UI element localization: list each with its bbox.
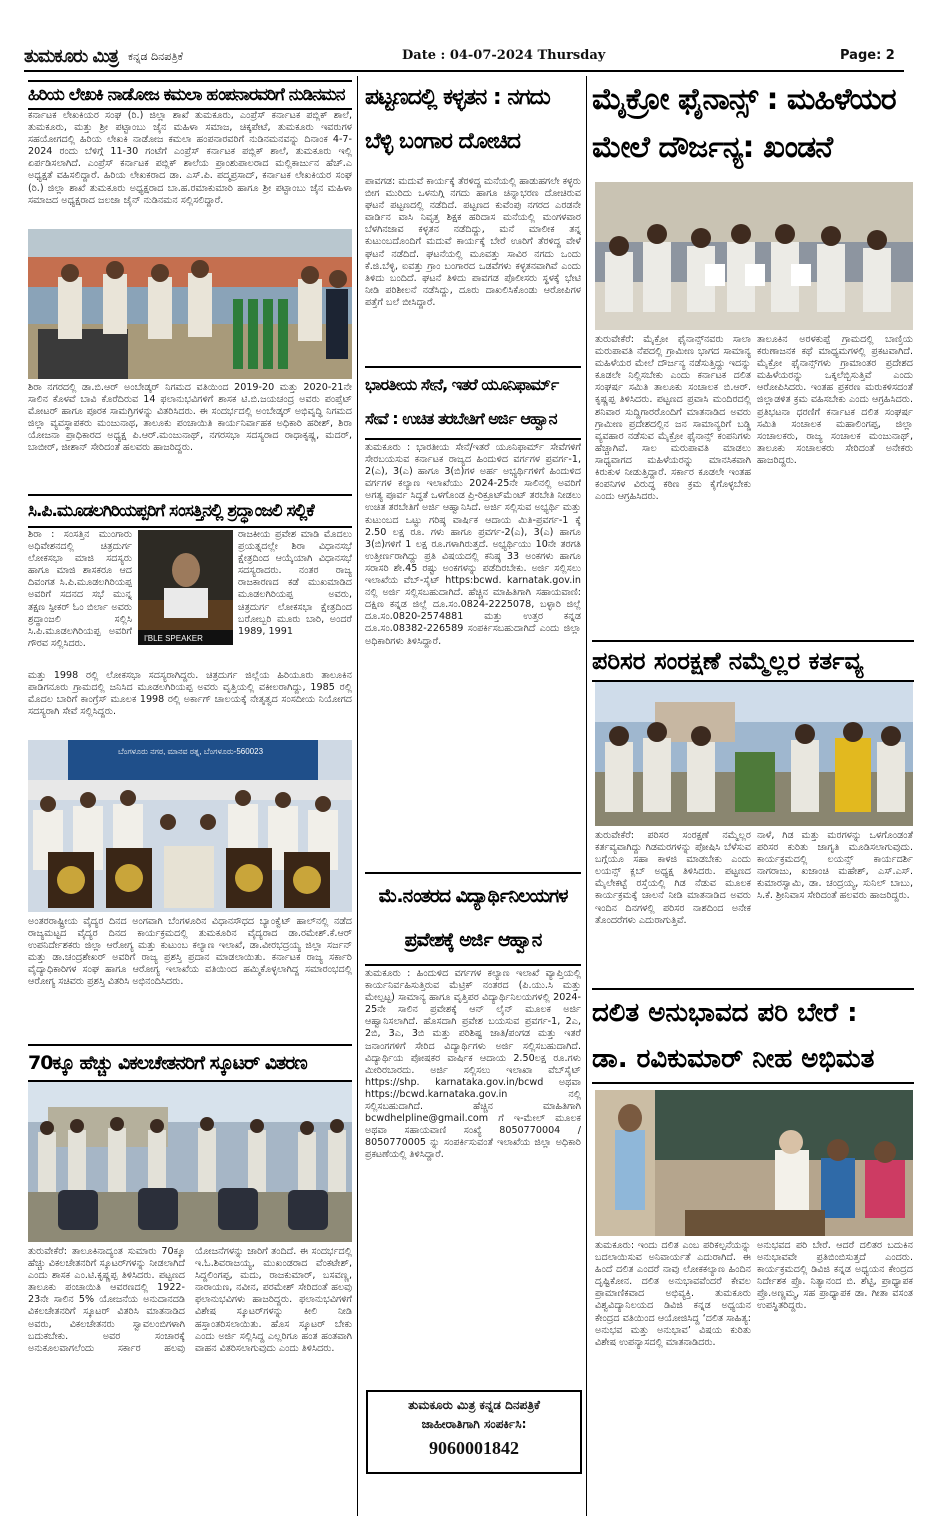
microfinance-headline: ಮೈಕ್ರೋ ಫೈನಾನ್ಸ್ : ಮಹಿಳೆಯರ ಮೇಲೆ ದೌರ್ಜನ್ಯ: ಖಂಡನೆ xyxy=(592,82,896,165)
newspaper-subtitle: ಕನ್ನಡ ದಿನಪತ್ರಿಕೆ xyxy=(128,50,184,63)
ad-box xyxy=(366,1390,582,1474)
newspaper-logo: ತುಮಕೂರು ಮಿತ್ರ xyxy=(24,46,118,67)
awards-photo xyxy=(28,740,352,912)
army-body: ತುಮಕೂರು : ಭಾರತೀಯ ಸೇನೆ/ಇತರೆ ಯೂನಿಫಾರ್ಮ್ ಸೇವೆಗಳಿಗೆ ಸೇರಬಯಸುವ ಕರ್ನಾಟಕ ರಾಜ್ಯದ ಹಿಂದುಳಿದ ವರ್ಗಗಳ ಪ್ರವರ್ಗ-1, 2(ಎ), 3(ಎ) ಹಾಗೂ 3(ಬಿ)ಗಳ ಅರ್ಹ ಅಭ್ಯರ್ಥಿಗಳಿಗೆ ಹಿಂದುಳಿದ ವರ್ಗಗಳ ಕಲ್ಯಾಣ ಇಲಾಖೆಯು 2024-25ನೇ ಸಾಲಿನಲ್ಲಿ ಅವರಿಗೆ ಅಗತ್ಯ ಪೂರ್ವ ಸಿದ್ಧತೆ ಒಳಗೊಂಡ ಪ್ರಿ-ರಿಕ್ರೂಟ್‌ಮೆಂಟ್ ತರಬೇತಿ ನೀಡಲು ಉಚಿತ ತರಬೇತಿಗೆ ಅರ್ಜಿ ಆಹ್ವಾನಿಸಿದೆ. ಅರ್ಜಿ ಸಲ್ಲಿಸುವ ಅಭ್ಯರ್ಥಿ ಮತ್ತು ಕುಟುಂಬದ ಒಟ್ಟು ಗರಿಷ್ಠ ವಾರ್ಷಿಕ ಆದಾಯ ಮಿತಿ-ಪ್ರವರ್ಗ-1 ಕ್ಕೆ 2.50 ಲಕ್ಷ ರೂ. ಗಳು ಹಾಗೂ ಪ್ರವರ್ಗ-2(ಎ), 3(ಎ) ಹಾಗೂ 3(ಬಿ)ಗಳಿಗೆ 1 ಲಕ್ಷ ರೂ.ಗಳಾಗಿರುತ್ತದೆ. ಅಭ್ಯರ್ಥಿಯು 10ನೇ ತರಗತಿ ಉತ್ತೀರ್ಣರಾಗಿದ್ದು ಪ್ರತಿ ವಿಷಯದಲ್ಲಿ ಕನಿಷ್ಠ 33 ಅಂಕಗಳು ಹಾಗೂ ಸರಾಸರಿ ಶೇ.45 ರಷ್ಟು ಅಂಕಗಳನ್ನು ಪಡೆದಿರಬೇಕು. ಅರ್ಜಿ ಸಲ್ಲಿಸಲು ಇಲಾಖೆಯ ವೆಬ್-ಸೈಟ್ https:bcwd. karnatak.gov.in ನಲ್ಲಿ ಅರ್ಜಿ ಸಲ್ಲಿಸಬಹುದಾಗಿದೆ. ಹೆಚ್ಚಿನ ಮಾಹಿತಿಗಾಗಿ ಸಹಾಯವಾಣಿ: ದಕ್ಷಿಣ ಕನ್ನಡ ಜಿಲ್ಲೆ ದೂ.ಸಂ.0824-2225078, ಬಳ್ಳಾರಿ ಜಿಲ್ಲೆ ದೂ.ಸಂ.0820-2574881 ಮತ್ತು ಉತ್ತರ ಕನ್ನಡ ದೂ.ಸಂ.08382-226589 ಸಂಪರ್ಕಿಸಬಹುದಾಗಿದೆ ಎಂದು ಜಿಲ್ಲಾ ಅಧಿಕಾರಿಗಳು ತಿಳಿಸಿದ್ದಾರೆ. xyxy=(365,442,581,647)
environment-headline: ಪರಿಸರ ಸಂರಕ್ಷಣೆ ನಮ್ಮೆಲ್ಲರ ಕರ್ತವ್ಯ xyxy=(592,640,914,682)
masthead-rule xyxy=(24,70,904,72)
page-number: Page: 2 xyxy=(840,48,895,63)
dalit-col2: ಅನುಭವದ ಪರಿ ಬೇರೆ. ಆದರೆ ದಲಿತರ ಬದುಕಿನ ಅನುಭಾವವೇ ಪ್ರತಿಬಿಂಬಿಸುತ್ತದೆ ಎಂದರು. ಕಾರ್ಯಕ್ರಮದಲ್ಲಿ ಡಿವಿಜಿ ಕನ್ನಡ ಅಧ್ಯಯನ ಕೇಂದ್ರದ ನಿರ್ದೇಶಕ ಪ್ರೊ. ನಿತ್ಯಾನಂದ ಬಿ. ಶೆಟ್ಟಿ, ಪ್ರಾಧ್ಯಾಪಕ ಪ್ರೊ.ಅಣ್ಣಮ್ಮ, ಸಹ ಪ್ರಾಧ್ಯಾಪಕ ಡಾ. ಗೀತಾ ವಸಂತ ಉಪಸ್ಥಿತರಿದ್ದರು. xyxy=(757,1240,913,1312)
mudalagiriyappa-col2: ರಾಜಕೀಯ ಪ್ರವೇಶ ಮಾಡಿ ಮೊದಲು ಪ್ರಯತ್ನದಲ್ಲೇ ಶಿರಾ ವಿಧಾನಸಭೆ ಕ್ಷೇತ್ರದಿಂದ ಆಯ್ಕೆಯಾಗಿ ವಿಧಾನಸಭೆ ಸದಸ್ಯರಾದರು. ನಂತರ ರಾಜ್ಯ ರಾಜಕಾರಣದ ಕಡೆ ಮುಖಮಾಡಿದ ಮೂಡಲಗಿರಿಯಪ್ಪ ಅವರು, ಚಿತ್ರದುರ್ಗ ಲೋಕಸಭಾ ಕ್ಷೇತ್ರದಿಂದ ಬರೋಬ್ಬರಿ ಮೂರು ಬಾರಿ, ಅಂದರೆ 1989, 1991 xyxy=(238,529,352,637)
scooter-headline: 70ಕ್ಕೂ ಹೆಚ್ಚು ವಿಕಲಚೇತನರಿಗೆ ಸ್ಕೂಟರ್ ವಿತರಣ xyxy=(28,1044,352,1082)
ceremony-photo xyxy=(28,229,352,379)
protest-photo xyxy=(595,182,913,330)
scooter-body: ತುರುವೇಕೆರೆ: ತಾಲೂಕಿನಾದ್ಯಂತ ಸುಮಾರು 70ಕ್ಕೂ ಹೆಚ್ಚು ವಿಕಲಚೇತನರಿಗೆ ಸ್ಕೂಟರ್‌ಗಳನ್ನು ನೀಡಲಾಗಿದೆ ಎಂದು ಶಾಸಕ ಎಂ.ಟಿ.ಕೃಷ್ಣಪ್ಪ ತಿಳಿಸಿದರು. ಪಟ್ಟಣದ ತಾಲೂಕು ಪಂಚಾಯಿತಿ ಆವರಣದಲ್ಲಿ 1922-23ನೇ ಸಾಲಿನ 5% ಯೋಜನೆಯ ಅನುದಾನದಡಿ ವಿಕಲಚೇತನರಿಗೆ ಸ್ಕೂಟರ್ ವಿತರಿಸಿ ಮಾತನಾಡಿದ ಅವರು, ವಿಕಲಚೇತನರು ಸ್ವಾವಲಂಬಿಗಳಾಗಿ ಬದುಕಬೇಕು. ಅವರ ಸಂಚಾರಕ್ಕೆ ಅನುಕೂಲವಾಗಲೆಂದು ಸರ್ಕಾರ ಹಲವು ಯೋಜನೆಗಳನ್ನು ಜಾರಿಗೆ ತಂದಿದೆ. ಈ ಸಂದರ್ಭದಲ್ಲಿ ಇ.ಓ.ಶಿವರಾಜಯ್ಯ, ಮುಖಂಡರಾದ ವೆಂಕಟೇಶ್, ಸಿದ್ದಲಿಂಗಪ್ಪ, ಮದು, ರಾಜಕುಮಾರ್, ಬಸವಣ್ಣ, ನಾರಾಯಣ, ನವೀನ, ಪರಮೇಶ್ ಸೇರಿದಂತೆ ಹಲವು ಫಲಾನುಭವಿಗಳು ಹಾಜರಿದ್ದರು. ಫಲಾನುಭವಿಗಳಿಗೆ ವಿಶೇಷ ಸ್ಕೂಟರ್‌ಗಳನ್ನು ಕೀಲಿ ನೀಡಿ ಹಸ್ತಾಂತರಿಸಲಾಯಿತು. ಹೊಸ ಸ್ಕೂಟರ್ ಬೇಕು ಎಂದು ಅರ್ಜಿ ಸಲ್ಲಿಸಿದ್ದ ಎಲ್ಲರಿಗೂ ಹಂತ ಹಂತವಾಗಿ ವಾಹನ ವಿತರಿಸಲಾಗುವುದು ಎಂದು ತಿಳಿಸಿದರು. xyxy=(28,1246,352,1354)
column-divider-right xyxy=(586,76,587,1516)
theft-body: ಪಾವಗಡ: ಮದುವೆ ಕಾರ್ಯಕ್ಕೆ ತೆರಳಿದ್ದ ಮನೆಯಲ್ಲಿ ಹಾಡುಹಗಲೇ ಕಳ್ಳರು ಬೀಗ ಮುರಿದು ಒಳನುಗ್ಗಿ ನಗದು ಹಾಗೂ ಚಿನ್ನಾಭರಣ ದೋಚಿರುವ ಘಟನೆ ಪಟ್ಟಣದಲ್ಲಿ ನಡೆದಿದೆ. ಪಟ್ಟಣದ ಕುವೆಂಪು ನಗರದ ಎರಡನೇ ವಾರ್ಡಿನ ವಾಸಿ ನಿವೃತ್ತ ಶಿಕ್ಷಕ ಹರಿದಾಸ ಮನೆಯಲ್ಲಿ ಮಂಗಳವಾರ ಬೆಳಗಿನಜಾವ ಕಳ್ಳತನ ನಡೆದಿದ್ದು, ಮನೆ ಮಾಲೀಕ ತನ್ನ ಕುಟುಂಬದೊಂದಿಗೆ ಮದುವೆ ಕಾರ್ಯಕ್ಕೆ ಬೇರೆ ಊರಿಗೆ ತೆರಳಿದ್ದ ವೇಳೆ ಘಟನೆ ನಡೆದಿದೆ. ಘಟನೆಯಲ್ಲಿ ಮೂವತ್ತು ಸಾವಿರ ನಗದು ಒಂದು ಕೆ.ಜಿ.ಬೆಳ್ಳಿ, ಐವತ್ತು ಗ್ರಾಂ ಬಂಗಾರದ ಒಡವೆಗಳು ಕಳ್ಳತನವಾಗಿವೆ ಎಂದು ತಿಳಿದು ಬಂದಿದೆ. ಘಟನೆ ತಿಳಿದು ಪಾವಗಡ ಪೊಲೀಸರು ಸ್ಥಳಕ್ಕೆ ಭೇಟಿ ನೀಡಿ ಪರಿಶೀಲನೆ ನಡೆಸಿದ್ದು, ದೂರು ದಾಖಲಿಸಿಕೊಂಡು ಆರೋಪಿಗಳ ಪತ್ತೆಗೆ ಬಲೆ ಬೀಸಿದ್ದಾರೆ. xyxy=(365,176,581,308)
dalit-col1: ತುಮಕೂರು: ಇಂದು ದಲಿತ ಎಂಬ ಪರಿಕಲ್ಪನೆಯನ್ನು ಬದಲಾಯಿಸುವ ಅನಿವಾರ್ಯತೆ ಎದುರಾಗಿದೆ. ಈ ಹಿಂದೆ ದಲಿತ ಎಂದರೆ ನಾವು ಲೋಕಕಲ್ಯಾಣ ಹಿಂದಿನ ದೃಷ್ಟಿಕೋನ. ದಲಿತ ಅನುಭಾವವೆಂದರೆ ಕೇವಲ ಪ್ರಾಮಾಣಿಕವಾದ ಅಭಿವ್ಯಕ್ತಿ. ತುಮಕೂರು ವಿಶ್ವವಿದ್ಯಾನಿಲಯದ ಡಿವಿಜಿ ಕನ್ನಡ ಅಧ್ಯಯನ ಕೇಂದ್ರದ ವತಿಯಿಂದ ಆಯೋಜಿಸಿದ್ದ ‘ದಲಿತ ಸಾಹಿತ್ಯ: ಅನುಭವ ಮತ್ತು ಅನುಭಾವ’ ವಿಷಯ ಕುರಿತು ವಿಶೇಷ ಉಪನ್ಯಾಸದಲ್ಲಿ ಮಾತನಾಡಿದರು. xyxy=(595,1240,751,1348)
environment-col2: ನಾಳೆ, ಗಿಡ ಮತ್ತು ಮರಗಳನ್ನು ಒಳಗೊಂಡಂತೆ ಪರಿಸರ ಕುರಿತು ಜಾಗೃತಿ ಮೂಡಿಸಲಾಗುವುದು. ಕಾರ್ಯಕ್ರಮದಲ್ಲಿ ಲಯನ್ಸ್ ಕಾರ್ಯದರ್ಶಿ ನಾಗರಾಜು, ಖಜಾಂಚಿ ಮಹೇಶ್, ಎಸ್.ಎಸ್. ಕುಮಾರಸ್ವಾಮಿ, ಡಾ. ಚಂದ್ರಯ್ಯ, ಸುನಿಲ್ ಬಾಬು, ಸಿ.ಕೆ. ಶ್ರೀನಿವಾಸ ಸೇರಿದಂತೆ ಹಲವರು ಹಾಜರಿದ್ದರು. xyxy=(757,830,913,902)
kamala-headline: ಹಿರಿಯ ಲೇಖಕಿ ನಾಡೋಜ ಕಮಲಾ ಹಂಪನಾರವರಿಗೆ ನುಡಿನಮನ xyxy=(28,80,352,110)
column-divider-left xyxy=(357,76,358,1516)
speaker-photo xyxy=(138,530,233,645)
army-headline: ಭಾರತೀಯ ಸೇನೆ, ಇತರೆ ಯೂನಿಫಾರ್ಮ್ ಸೇವೆ : ಉಚಿತ ತರಬೇತಿಗೆ ಅರ್ಜಿ ಆಹ್ವಾನ xyxy=(365,366,581,440)
hostel-body: ತುಮಕೂರು : ಹಿಂದುಳಿದ ವರ್ಗಗಳ ಕಲ್ಯಾಣ ಇಲಾಖೆ ವ್ಯಾಪ್ತಿಯಲ್ಲಿ ಕಾರ್ಯನಿರ್ವಹಿಸುತ್ತಿರುವ ಮೆಟ್ರಿಕ್ ನಂತರದ (ಪಿ.ಯು.ಸಿ ಮತ್ತು ಮೇಲ್ಪಟ್ಟ) ಸಾಮಾನ್ಯ ಹಾಗೂ ವೃತ್ತಿಪರ ವಿದ್ಯಾರ್ಥಿನಿಲಯಗಳಲ್ಲಿ 2024-25ನೇ ಸಾಲಿನ ಪ್ರವೇಶಕ್ಕೆ ಆನ್ ಲೈನ್ ಮೂಲಕ ಅರ್ಜಿ ಆಹ್ವಾನಿಸಲಾಗಿದೆ. ಹೊಸದಾಗಿ ಪ್ರವೇಶ ಬಯಸುವ ಪ್ರವರ್ಗ-1, 2ಎ, 2ಬಿ, 3ಎ, 3ಬಿ ಮತ್ತು ಪರಿಶಿಷ್ಟ ಜಾತಿ/ಪಂಗಡ ಮತ್ತು ಇತರೆ ಜನಾಂಗಗಳಿಗೆ ಸೇರಿದ ವಿದ್ಯಾರ್ಥಿಗಳು ಅರ್ಜಿ ಸಲ್ಲಿಸಬಹುದಾಗಿದೆ. ವಿದ್ಯಾರ್ಥಿಯ ಪೋಷಕರ ವಾರ್ಷಿಕ ಆದಾಯ 2.50ಲಕ್ಷ ರೂ.ಗಳು ಮೀರಿರಬಾರದು. ಅರ್ಜಿ ಸಲ್ಲಿಸಲು ಇಲಾಖಾ ವೆಬ್‌ಸೈಟ್ https://shp. karnataka.gov.in/bcwd ಅಥವಾ https://bcwd.karnataka.gov.in ನಲ್ಲಿ ಸಲ್ಲಿಸಬಹುದಾಗಿದೆ. ಹೆಚ್ಚಿನ ಮಾಹಿತಿಗಾಗಿ bcwdhelpline@gmail.com ಗೆ ಇ-ಮೇಲ್ ಮೂಲಕ ಅಥವಾ ಸಹಾಯವಾಣಿ ಸಂಖ್ಯೆ 8050770004 / 8050770005 ನ್ನು ಸಂಪರ್ಕಿಸುವಂತೆ ಇಲಾಖೆಯ ಜಿಲ್ಲಾ ಅಧಿಕಾರಿ ಪ್ರಕಟಣೆಯಲ್ಲಿ ತಿಳಿಸಿದ್ದಾರೆ. xyxy=(365,968,581,1161)
dalit-headline-2: ಡಾ. ರವಿಕುಮಾರ್ ನೀಹ ಅಭಿಮತ xyxy=(592,1036,914,1084)
mudalagiriyappa-wide: ಮತ್ತು 1998 ರಲ್ಲಿ ಲೋಕಸಭಾ ಸದಸ್ಯರಾಗಿದ್ದರು. ಚಿತ್ರದುರ್ಗ ಜಿಲ್ಲೆಯ ಹಿರಿಯೂರು ತಾಲೂಕಿನ ಪಾಡಿಗನೂರು ಗ್ರಾಮದಲ್ಲಿ ಜನಿಸಿದ ಮೂಡಲಗಿರಿಯಪ್ಪ ಅವರು ವೃತ್ತಿಯಲ್ಲಿ ವಕೀಲರಾಗಿದ್ದು, 1985 ರಲ್ಲಿ ಮೊದಲ ಬಾರಿಗೆ ಕಾಂಗ್ರೆಸ್ ಮೂಲಕ 1998 ರಲ್ಲಿ ಅರ್ಕಾಗ್ ಚಾಲಯಕ್ಕೆ ನೇತೃತ್ವದ ಸಂಸದೀಯ ನಿಯೋಗದ ಸದಸ್ಯರಾಗಿ ಸೇವೆ ಸಲ್ಲಿಸಿದ್ದರು. xyxy=(28,670,352,718)
hostel-headline: ಮೆ.ನಂತರದ ವಿದ್ಯಾರ್ಥಿನಿಲಯಗಳ ಪ್ರವೇಶಕ್ಕೆ ಅರ್ಜಿ ಆಹ್ವಾನ xyxy=(365,872,581,966)
microfinance-col2: ತಾಲೂಕಿನ ಅರಳಕುಪ್ಪೆ ಗ್ರಾಮದಲ್ಲಿ ಬಾಣ್ತಿಯ ಕರುಣಾಜನಕ ಕಥೆ ಮಾಧ್ಯಮಗಳಲ್ಲಿ ಪ್ರಕಟವಾಗಿದೆ. ಮೈಕ್ರೋ ಫೈನಾನ್ಸ್‌ಗಳು ಗ್ರಾಮಾಂತರ ಪ್ರದೇಶದ ಮಹಿಳೆಯರನ್ನು ಒಕ್ಕಲೆಬ್ಬಿಸುತ್ತಿವೆ ಎಂದು ಆರೋಪಿಸಿದರು. ಇಂತಹ ಪ್ರಕರಣ ಮರುಕಳಿಸದಂತೆ ಜಿಲ್ಲಾಡಳಿತ ಕ್ರಮ ವಹಿಸಬೇಕು ಎಂದು ಆಗ್ರಹಿಸಿದರು. ಪ್ರತಿಭಟನಾ ಧರಣಿಗೆ ಕರ್ನಾಟಕ ದಲಿತ ಸಂಘರ್ಷ ಸಮಿತಿ ಸಂಚಾಲಕ ಮಹಾಲಿಂಗಪ್ಪ, ಜಿಲ್ಲಾ ಸಂಚಾಲಕರು, ರಾಜ್ಯ ಸಂಚಾಲಕ ಮಂಜುನಾಥ್, ತಾಲೂಕು ಸಂಚಾಲಕರು ಸೇರಿದಂತೆ ಅನೇಕರು ಹಾಜರಿದ್ದರು. xyxy=(757,334,913,466)
issue-date: Date : 04-07-2024 Thursday xyxy=(402,48,606,63)
ambedkar-body: ಶಿರಾ ನಗರದಲ್ಲಿ ಡಾ.ಬಿ.ಆರ್ ಅಂಬೇಡ್ಕರ್ ನಿಗಮದ ವತಿಯಿಂದ 2019-20 ಮತ್ತು 2020-21ನೇ ಸಾಲಿನ ಕೊಳವೆ ಬಾವಿ ಕೊರೆದಿರುವ 14 ಫಲಾನುಭವಿಗಳಿಗೆ ಶಾಸಕ ಟಿ.ಬಿ.ಜಯಚಂದ್ರ ಅವರು ಪಂಪ್ಸೆಟ್ ಮೋಟರ್ ಹಾಗೂ ಪೂರಕ ಸಾಮಗ್ರಿಗಳನ್ನು ವಿತರಿಸಿದರು. ಈ ಸಂದರ್ಭದಲ್ಲಿ ಅಂಬೇಡ್ಕರ್ ಅಭಿವೃದ್ಧಿ ನಿಗಮದ ಜಿಲ್ಲಾ ವ್ಯವಸ್ಥಾಪಕರು ಮಂಜುನಾಥ, ತಾಲೂಕು ಪಂಚಾಯಿತಿ ಕಾರ್ಯನಿರ್ವಾಹಕ ಅಧಿಕಾರಿ ಹರೀಶ್, ಶಿರಾ ಯೋಜನಾ ಪ್ರಾಧಿಕಾರದ ಅಧ್ಯಕ್ಷ ಪಿ.ಆರ್.ಮಂಜುನಾಥ್, ನಗರಸಭಾ ಸದಸ್ಯರಾದ ರಾಧಾಕೃಷ್ಣ, ಮದರ್, ಬಾಬೀರ್, ಜೀಶಾನ್ ಸೇರಿದಂತೆ ಹಲವರು ಹಾಜರಿದ್ದರು. xyxy=(28,382,352,454)
dalit-headline-1: ದಲಿತ ಅನುಭಾವದ ಪರಿ ಬೇರೆ : xyxy=(592,988,914,1036)
environment-col1: ತುರುವೇಕೆರೆ: ಪರಿಸರ ಸಂರಕ್ಷಣೆ ನಮ್ಮೆಲ್ಲರ ಕರ್ತವ್ಯವಾಗಿದ್ದು ಗಿಡಮರಗಳನ್ನು ಪೋಷಿಸಿ ಬೆಳೆಸುವ ಬಗ್ಗೆಯೂ ಸಹಾ ಕಾಳಜಿ ಮಾಡಬೇಕು ಎಂದು ಲಯನ್ಸ್ ಕ್ಲಬ್ ಅಧ್ಯಕ್ಷ ತಿಳಿಸಿದರು. ಪಟ್ಟಣದ ಮೈಲೇಕಟ್ಟೆ ರಸ್ತೆಯಲ್ಲಿ ಗಿಡ ನೆಡುವ ಮೂಲಕ ಕಾರ್ಯಕ್ರಮಕ್ಕೆ ಚಾಲನೆ ನೀಡಿ ಮಾತನಾಡಿದ ಅವರು ಇಂದಿನ ದಿನಗಳಲ್ಲಿ ಪರಿಸರ ನಾಶದಿಂದ ಅನೇಕ ತೊಂದರೆಗಳು ಎದುರಾಗುತ್ತಿವೆ. xyxy=(595,830,751,926)
theft-headline: ಪಟ್ಟಣದಲ್ಲಿ ಕಳ್ಳತನ : ನಗದು ಬೆಳ್ಳಿ ಬಂಗಾರ ದೋಚಿದ xyxy=(365,85,550,154)
ad-phone: 9060001842 xyxy=(429,1438,519,1458)
kamala-body: ಕರ್ನಾಟಕ ಲೇಖಕಿಯರ ಸಂಘ (ರಿ.) ಜಿಲ್ಲಾ ಶಾಖೆ ತುಮಕೂರು, ಎಂಪ್ರೆಸ್ ಕರ್ನಾಟಕ ಪಬ್ಲಿಕ್ ಶಾಲೆ, ತುಮಕೂರು, ಮತ್ತು ಶ್ರೀ ಪಟ್ಟಾಂಬು ಜೈನ ಮಹಿಳಾ ಸಮಾಜ, ಚಿಕ್ಕಪೇಟೆ, ತುಮಕೂರು ಇವರುಗಳ ಸಹಯೋಗದಲ್ಲಿ ಹಿರಿಯ ಲೇಖಕಿ ನಾಡೋಜ ಕಮಲಾ ಹಂಪನಾರವರಿಗೆ ನುಡಿನಮನವನ್ನು ದಿನಾಂಕ 4-7-2024 ರಂದು ಬೆಳಿಗ್ಗೆ 11-30 ಗಂಟೆಗೆ ಎಂಪ್ರೆಸ್ ಕರ್ನಾಟಕ ಪಬ್ಲಿಕ್ ಶಾಲೆ, ತುಮಕೂರು ಇಲ್ಲಿ ಏರ್ಪಡಿಸಲಾಗಿದೆ. ಎಂಪ್ರೆಸ್ ಕರ್ನಾಟಕ ಪಬ್ಲಿಕ್ ಶಾಲೆಯ ಪ್ರಾಂಶುಪಾಲರಾದ ಮಲ್ಲಿಕಾರ್ಜುನ ಹೆಚ್.ಎ ಅಧ್ಯಕ್ಷತೆ ವಹಿಸಲಿದ್ದಾರೆ. ಹಿರಿಯ ಲೇಖಕರಾದ ಡಾ. ಎಸ್.ಪಿ. ಪದ್ಮಪ್ರಸಾದ್, ಕರ್ನಾಟಕ ಲೇಖಕಿಯರ ಸಂಘ (ರಿ.) ಜಿಲ್ಲಾ ಶಾಖೆ ತುಮಕೂರು ಅಧ್ಯಕ್ಷರಾದ ಬಾ.ಹ.ರಮಾಕುಮಾರಿ ಹಾಗೂ ಶ್ರೀ ಪಟ್ಟಾಂಬು ಜೈನ ಮಹಿಳಾ ಸಮಾಜದ ಅಧ್ಯಕ್ಷರಾದ ಜಲಜಾ ಜೈನ್ ನುಡಿನಮನ ಸಲ್ಲಿಸಲಿದ್ದಾರೆ. xyxy=(28,110,352,206)
mudalagiriyappa-headline: ಸಿ.ಪಿ.ಮೂಡಲಗಿರಿಯಪ್ಪರಿಗೆ ಸಂಸತ್ತಿನಲ್ಲಿ ಶ್ರದ್ಧಾಂಜಲಿ ಸಲ್ಲಿಕೆ xyxy=(28,494,352,528)
masthead xyxy=(0,0,945,72)
awards-banner: ಬೆಂಗಳೂರು ನಗರ, ಮಾನವ ರತ್ನ, ಬೆಂಗಳೂರು-560023 xyxy=(118,747,264,756)
speaker-caption: I'BLE SPEAKER xyxy=(144,634,203,643)
awards-body: ಅಂತರರಾಷ್ಟ್ರೀಯ ವೈದ್ಯರ ದಿನದ ಅಂಗವಾಗಿ ಬೆಂಗಳೂರಿನ ವಿಧಾನಸೌಧದ ಬ್ಯಾಂಕ್ವೆಟ್ ಹಾಲ್‌ನಲ್ಲಿ ನಡೆದ ರಾಜ್ಯಮಟ್ಟದ ವೈದ್ಯರ ದಿನದ ಕಾರ್ಯಕ್ರಮದಲ್ಲಿ ತುಮಕೂರಿನ ವೈದ್ಯರಾದ ಡಾ.ರಮೇಶ್.ಕೆ.ಆರ್ ಉಪನಿರ್ದೇಶಕರು ಜಿಲ್ಲಾ ಆರೋಗ್ಯ ಮತ್ತು ಕುಟುಂಬ ಕಲ್ಯಾಣ ಇಲಾಖೆ, ಡಾ.ವೀರಭದ್ರಯ್ಯ ಜಿಲ್ಲಾ ಸರ್ಜನ್ ಮತ್ತು ಡಾ.ಚಂದ್ರಶೇಖರ್ ಅವರಿಗೆ ರಾಜ್ಯ ಪ್ರಶಸ್ತಿ ಪ್ರದಾನ ಮಾಡಲಾಯಿತು. ಕರ್ನಾಟಕ ರಾಜ್ಯ ಸರ್ಕಾರಿ ವೈದ್ಯಾಧಿಕಾರಿಗಳ ಸಂಘ ಹಾಗೂ ಆರೋಗ್ಯ ಇಲಾಖೆಯ ವತಿಯಿಂದ ಹಮ್ಮಿಕೊಳ್ಳಲಾಗಿದ್ದ ಸಮಾರಂಭದಲ್ಲಿ ಆರೋಗ್ಯ ಸಚಿವರು ಪ್ರಶಸ್ತಿ ವಿತರಿಸಿ ಅಭಿನಂದಿಸಿದರು. xyxy=(28,916,352,988)
ad-line1: ತುಮಕೂರು ಮಿತ್ರ ಕನ್ನಡ ದಿನಪತ್ರಿಕೆ xyxy=(408,1398,540,1412)
planting-photo xyxy=(595,682,913,826)
microfinance-col1: ತುರುವೇಕೆರೆ: ಮೈಕ್ರೋ ಫೈನಾನ್ಸ್‌ನವರು ಸಾಲಾ ಮರುಪಾವತಿ ನೆಪದಲ್ಲಿ ಗ್ರಾಮೀಣ ಭಾಗದ ಸಾಮಾನ್ಯ ಮಹಿಳೆಯರ ಮೇಲೆ ದೌರ್ಜನ್ಯ ನಡೆಸುತ್ತಿದ್ದು ಇದನ್ನು ಕೂಡಲೇ ನಿಲ್ಲಿಸಬೇಕು ಎಂದು ಕರ್ನಾಟಕ ದಲಿತ ಸಂಘರ್ಷ ಸಮಿತಿ ತಾಲೂಕು ಸಂಚಾಲಕ ಬಿ.ಆರ್. ಕೃಷ್ಣಪ್ಪ ತಿಳಿಸಿದರು. ಪಟ್ಟಣದ ಪ್ರವಾಸಿ ಮಂದಿರದಲ್ಲಿ ಶನಿವಾರ ಸುದ್ದಿಗಾರರೊಂದಿಗೆ ಮಾತನಾಡಿದ ಅವರು ಗ್ರಾಮೀಣ ಪ್ರದೇಶದಲ್ಲಿನ ಜನ ಸಾಮಾನ್ಯರಿಗೆ ಬಡ್ಡಿ ವ್ಯವಹಾರ ನಡೆಸುವ ಮೈಕ್ರೋ ಫೈನಾನ್ಸ್ ಕಂಪನಿಗಳು ಹೆಚ್ಚಾಗಿವೆ. ಸಾಲ ಮರುಪಾವತಿ ಮಾಡಲು ಸಾಧ್ಯವಾಗದ ಮಹಿಳೆಯರನ್ನು ಮಾನಸಿಕವಾಗಿ ಕಿರುಕುಳ ನೀಡುತ್ತಿದ್ದಾರೆ. ಸರ್ಕಾರ ಕೂಡಲೇ ಇಂತಹ ಕಂಪನಿಗಳ ವಿರುದ್ಧ ಕಠಿಣ ಕ್ರಮ ಕೈಗೊಳ್ಳಬೇಕು ಎಂದು ಆಗ್ರಹಿಸಿದರು. xyxy=(595,334,751,503)
scooters-photo xyxy=(28,1082,352,1242)
ad-line2: ಜಾಹೀರಾತಿಗಾಗಿ ಸಂಪರ್ಕಿಸಿ: xyxy=(421,1417,527,1431)
mudalagiriyappa-col1: ಶಿರಾ : ಸಂಸತ್ತಿನ ಮುಂಗಾರು ಅಧಿವೇಶನದಲ್ಲಿ ಚಿತ್ರದುರ್ಗ ಲೋಕಸಭಾ ಮಾಜಿ ಸದಸ್ಯರು ಹಾಗೂ ಮಾಜಿ ಶಾಸಕರೂ ಆದ ದಿವಂಗತ ಸಿ.ಪಿ.ಮೂಡಲಗಿರಿಯಪ್ಪ ಅವರಿಗೆ ಸದನದ ಸಭೆ ಮುನ್ನ ತಕ್ಷಣ ಸ್ಪೀಕರ್ ಓಂ ಬಿರ್ಲಾ ಅವರು ಶ್ರದ್ಧಾಂಜಲಿ ಸಲ್ಲಿಸಿ ಸಿ.ಪಿ.ಮೂಡಲಗಿರಿಯಪ್ಪ ಅವರಿಗೆ ಗೌರವ ಸಲ್ಲಿಸಿದರು. xyxy=(28,529,132,649)
lecture-photo xyxy=(595,1090,913,1236)
